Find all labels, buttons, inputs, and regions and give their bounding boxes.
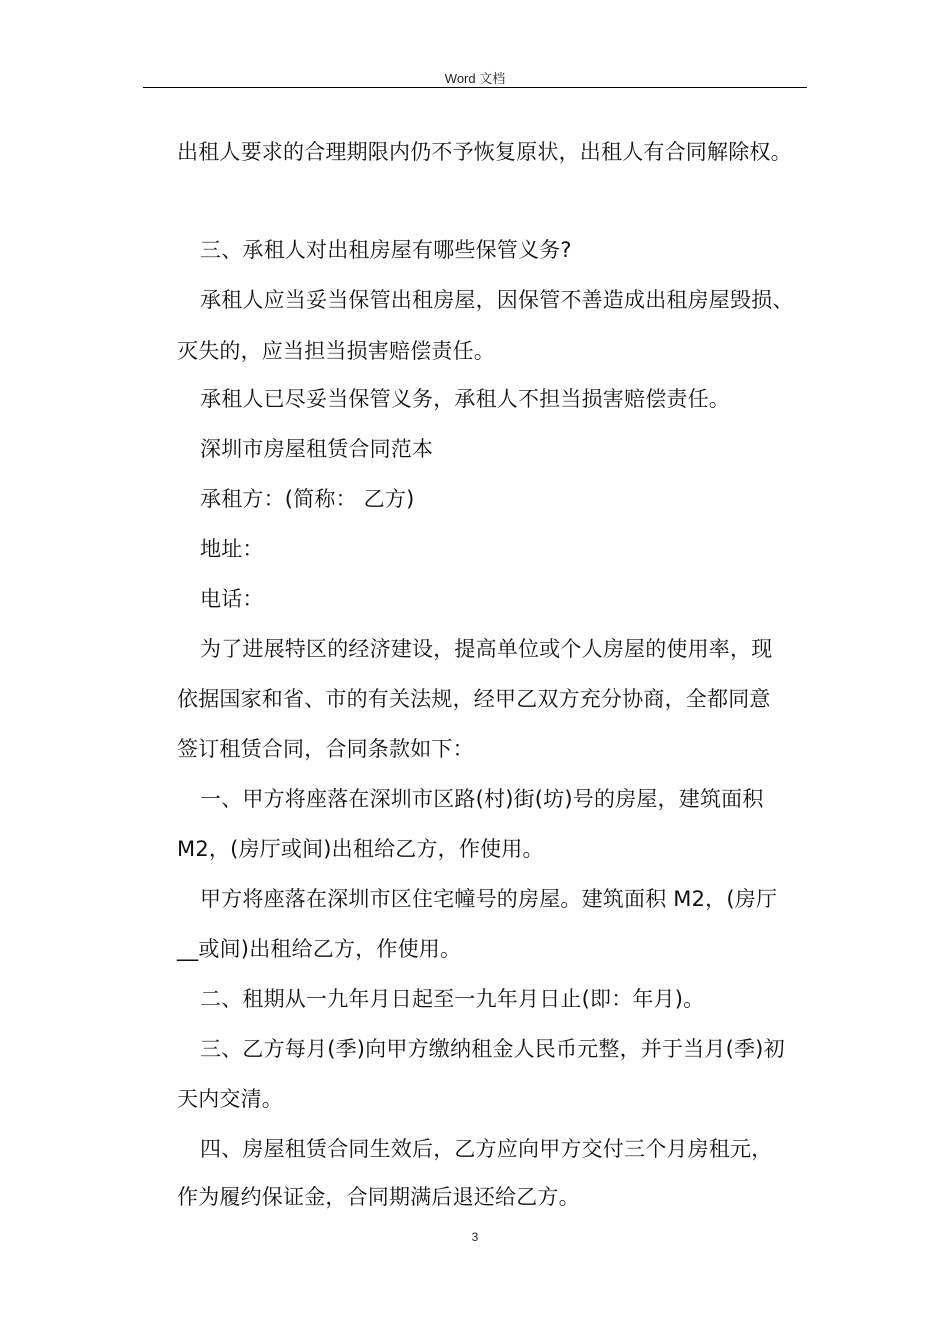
paragraph-line: 依据国家和省、市的有关法规，经甲乙双方充分协商，全都同意 xyxy=(177,687,771,711)
clause-line: 甲方将座落在深圳市区住宅幢号的房屋。建筑面积 M2，(房厅 xyxy=(200,887,778,911)
paragraph-line: 为了进展特区的经济建设，提高单位或个人房屋的使用率，现 xyxy=(200,637,773,661)
phone-line: 电话： xyxy=(200,587,264,611)
clause-line: 四、房屋租赁合同生效后，乙方应向甲方交付三个月房租元， xyxy=(200,1137,773,1161)
paragraph-line: 承租人已尽妥当保管义务，承租人不担当损害赔偿责任。 xyxy=(200,387,730,411)
contract-title: 深圳市房屋租赁合同范本 xyxy=(200,437,434,461)
address-line: 地址： xyxy=(200,537,264,561)
clause-line: 一、甲方将座落在深圳市区路(村)街(坊)号的房屋，建筑面积 xyxy=(200,787,764,811)
paragraph-line: 承租人应当妥当保管出租房屋，因保管不善造成出租房屋毁损、 xyxy=(200,288,794,312)
paragraph-line: 出租人要求的合理期限内仍不予恢复原状，出租人有合同解除权。 xyxy=(177,140,792,164)
paragraph-line: 签订租赁合同，合同条款如下： xyxy=(177,737,474,761)
clause-line: 天内交清。 xyxy=(177,1087,283,1111)
clause-line: 二、租期从一九年月日起至一九年月日止(即：年月)。 xyxy=(200,987,705,1011)
page-number: 3 xyxy=(471,1230,479,1244)
header-divider xyxy=(143,87,807,88)
clause-line: M2，(房厅或间)出租给乙方，作使用。 xyxy=(177,837,544,861)
tenant-line: 承租方：(简称： 乙方) xyxy=(200,487,415,511)
clause-line: 三、乙方每月(季)向甲方缴纳租金人民币元整，并于当月(季)初 xyxy=(200,1037,785,1061)
paragraph-line: 灭失的，应当担当损害赔偿责任。 xyxy=(177,339,495,363)
clause-line: __或间)出租给乙方，作使用。 xyxy=(177,937,462,961)
clause-line: 作为履约保证金，合同期满后退还给乙方。 xyxy=(177,1185,580,1209)
page-header-title: Word 文档 xyxy=(444,71,506,86)
section-heading: 三、承租人对出租房屋有哪些保管义务? xyxy=(200,238,572,262)
